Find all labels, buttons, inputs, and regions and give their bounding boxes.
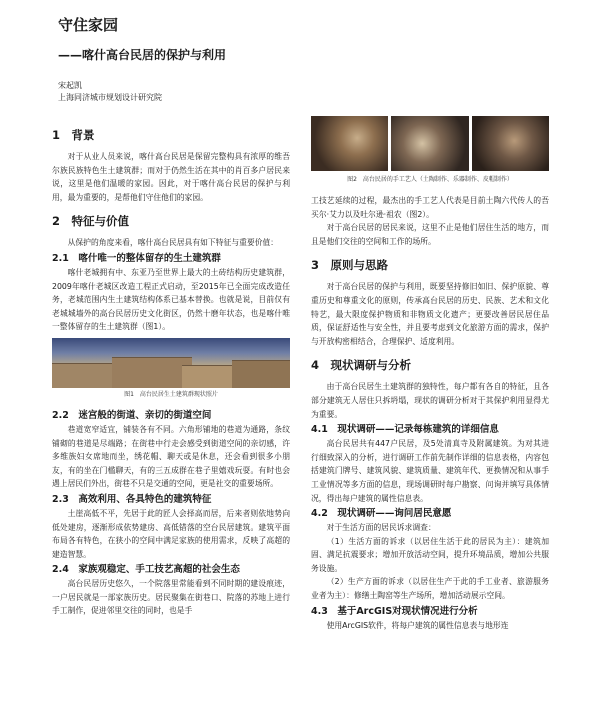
section-2-heading: 2 特征与价值 xyxy=(52,214,130,229)
figure-2-photo-instrument xyxy=(391,116,468,171)
section-3-heading: 3 原则与思路 xyxy=(311,258,389,273)
section-4-3-heading: 4.3 基于ArcGIS对现状情况进行分析 xyxy=(311,605,478,617)
author-affiliation: 上海同济城市规划设计研究院 xyxy=(58,93,162,102)
author-block xyxy=(58,80,162,104)
figure-1-photo xyxy=(52,338,290,388)
section-4-2-item-2: （2）生产方面的诉求（以居住生产于此的手工业者、旅游服务业者为主）：修缮土陶窑等生产场所，增加活动展示空间。 xyxy=(311,577,549,601)
section-2-4-paragraph: 高台民居历史悠久，一个院落里常能看到不同时期的建设痕迹，一户居民就是一部家族历史。居民聚集在街巷口、院落的苏地上进行手工制作，促进邻里交往的同时，也是手 xyxy=(52,579,290,616)
continued-paragraph-2: 对于高台民居的居民来说，这里不止是他们居住生活的地方，而且是他们交往的空间和工作的场所。 xyxy=(311,223,549,246)
section-2-3-paragraph: 土崖高低不平，先居于此的匠人会择高而居，后来者则依地势向低处建房，逐渐形成依势建房、高低错落的空台民居建筑。建筑平面布局各有特色，在狭小的空间中满足家族的使用需求，反映了高超的建造智慧。 xyxy=(52,508,290,559)
author-name: 宋起凯 xyxy=(58,81,82,90)
right-column xyxy=(311,116,549,632)
figure-2-caption: 图2 高台民居的手工艺人（土陶制作、乐器制作、皮帽制作） xyxy=(347,176,513,183)
section-3-paragraph: 对于高台民居的保护与利用，既要坚持修旧如旧、保护原貌、尊重历史和尊重文化的原则，传承高台民居的历史、民族、艺术和文化特艺，最大限度保护物质和非物质文化遗产；更要改善居民居住品质，保证舒适性与安全性，并且要考虑到文化旅游方面的需求，保护与开放构密相结合，合理保护、适度利用。 xyxy=(311,282,549,346)
section-4-2-item-1: （1）生活方面的诉求（以居住生活于此的居民为主）：建筑加固、满足抗震要求；增加开放活动空间，提升环境品质，增加公共服务设施。 xyxy=(311,536,549,573)
section-2-2-heading: 2.2 迷宫般的街道、亲切的街道空间 xyxy=(52,409,212,421)
section-4-paragraph: 由于高台民居生土建筑群的独特性，每户都有各自的特征，且各部分建筑无人居住只拆坍塌，现状的调研分析对于其保护利用显得尤为重要。 xyxy=(311,382,549,419)
section-1-paragraph: 对于从业人员来说，喀什高台民居是保留完整构具有浓厚的维吾尔族民族特色生土建筑群；而对于仍然生活在其中的肖百多户居民来说，这里是他们温暖的家园。因此，对于喀什高台民居的保护与利用，最为重要的，是帮他们守住他们的家园。 xyxy=(52,152,290,202)
continued-paragraph: 工技艺延续的过程，最杰出的手工艺人代表是目前土陶六代传人的吾买尔·艾力以及吐尔逊·祖农（图2）。 xyxy=(311,196,549,219)
section-4-1-heading: 4.1 现状调研——记录每栋建筑的详细信息 xyxy=(311,424,499,436)
figure-2-photo-hat xyxy=(472,116,549,171)
section-2-3-heading: 2.3 高效利用、各具特色的建筑特征 xyxy=(52,493,212,505)
section-4-2-intro: 对于生活方面的居民诉求调查： xyxy=(326,523,436,533)
section-2-4-heading: 2.4 家族观稳定、手工技艺高超的社会生态 xyxy=(52,564,240,576)
section-4-1-paragraph: 高台民居共有447户民居，及5处清真寺及附属建筑。为对其进行细致深入的分析，进行调研工作前先制作详细的信息表格，内容包括建筑门牌号、建筑风貌、建筑质量、建筑年代、更换情况和从事手工业情况等多方面的信息，现场调研时每户勘察、问询并填写具体情况，得出每户建筑的属性信息表。 xyxy=(311,439,549,503)
section-1-heading: 1 背景 xyxy=(52,128,95,142)
figure-2-photos xyxy=(311,116,549,171)
section-4-3-paragraph: 使用ArcGIS软件，将每户建筑的属性信息表与地形连 xyxy=(326,620,509,630)
section-2-2-paragraph: 巷道宽窄适宜，铺装各有不同。六角形铺地的巷道为通路，条纹铺砌的巷道是尽端路；在街巷中行走会感受到街道空间的亲切感，许多维族妇女席地而坐，绣花帽、聊天或是休息，还会看到很多小朋友，有的坐在门槛聊天，有的三五成群在巷子里嬉戏玩耍。有时也会遇上居民们外出，街巷不只是交通的空间，更是社交的重要场所。 xyxy=(52,424,290,489)
figure-1-caption: 图1 高台民居生土建筑群现状照片 xyxy=(124,390,218,398)
left-column xyxy=(52,126,290,618)
section-2-1-paragraph: 喀什老城拥有中、东亚乃至世界上最大的土砖结构历史建筑群，2009年喀什老城区改造工程正式启动，至2015年已全面完成改造任务，老城范围内生土建筑结构体系已基本替换。也就是说，目前仅有老城城墙外的高台民居历史文化街区，仍然十磨年状态，也是喀什唯一整体留存的生土建筑群（图1）。 xyxy=(52,267,290,332)
section-2-1-heading: 2.1 喀什唯一的整体留存的生土建筑群 xyxy=(52,252,221,264)
section-4-heading: 4 现状调研与分析 xyxy=(311,358,412,373)
section-4-2-heading: 4.2 现状调研——询问居民意愿 xyxy=(311,508,452,520)
section-2-paragraph: 从保护的角度来看，喀什高台民居具有如下特征与重要价值： xyxy=(67,238,279,248)
figure-2-photo-pottery xyxy=(311,116,388,171)
article-subtitle: ——喀什高台民居的保护与利用 xyxy=(58,48,227,62)
article-title: 守住家园 xyxy=(58,16,119,34)
